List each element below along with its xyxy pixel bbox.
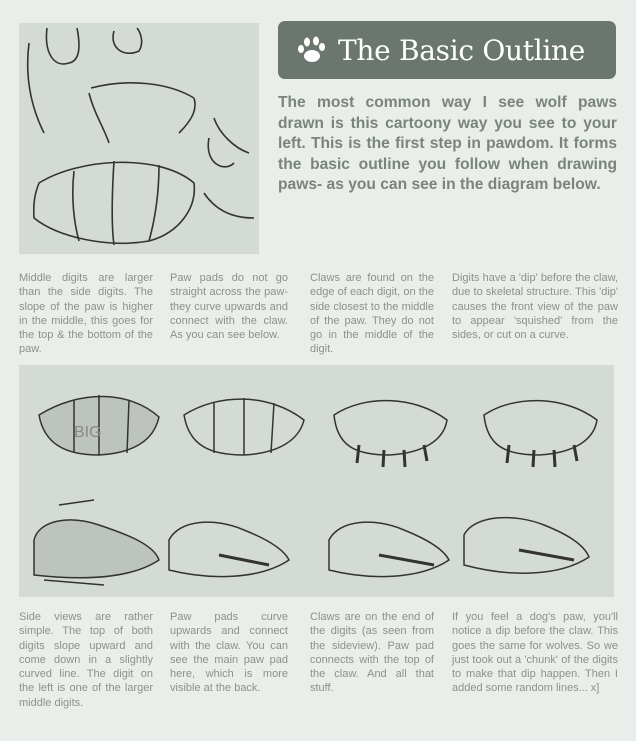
paw-print-icon — [296, 35, 326, 65]
side-caption-4: If you feel a dog's paw, you'll notice a dip before the claw. This goes the same for wolves. So we just took out a 'chunk' of the digits to make that dip happen. Then I added some random lines... x] — [452, 611, 618, 695]
front-caption-3: Claws are found on the edge of each digit, on the side closest to the middle of the paw. They do not go in the middle of the digit. — [310, 272, 434, 356]
front-caption-2: Paw pads do not go straight across the paw- they curve upwards and connect with the claw. As you can see below. — [170, 272, 288, 342]
side-view-sketches — [34, 500, 589, 585]
big-label: BIG — [74, 424, 102, 441]
intro-paragraph: The most common way I see wolf paws drawn is this cartoony way you see to your left. This is the first step in pawdom. It forms the basic outline you follow when drawing paws- as you can see in the diagram below. — [278, 94, 617, 193]
front-caption-1: Middle digits are larger than the side digits. The slope of the paw is higher in the middle, this goes for the top & the bottom of the paw. — [19, 272, 153, 356]
title-banner — [278, 21, 616, 79]
front-caption-4: Digits have a 'dip' before the claw, due to skeletal structure. This 'dip' causes the front view of the paw to appear 'squished' from the sides, or cut on a curve. — [452, 272, 618, 342]
page-title: The Basic Outline — [338, 33, 586, 67]
paw-diagram — [19, 365, 614, 597]
front-view-sketches — [39, 395, 597, 467]
side-caption-3: Claws are on the end of the digits (as seen from the sideview). Paw pad connects with the top of the claw. And all that stuff. — [310, 611, 434, 695]
basic-outline-sketch — [19, 23, 259, 254]
side-caption-2: Paw pads curve upwards and connect with the claw. You can see the main paw pad here, which is more visible at the back. — [170, 611, 288, 695]
side-caption-1: Side views are rather simple. The top of both digits slope upward and come down in a slightly curved line. The digit on the left is one of the larger middle digits. — [19, 611, 153, 709]
